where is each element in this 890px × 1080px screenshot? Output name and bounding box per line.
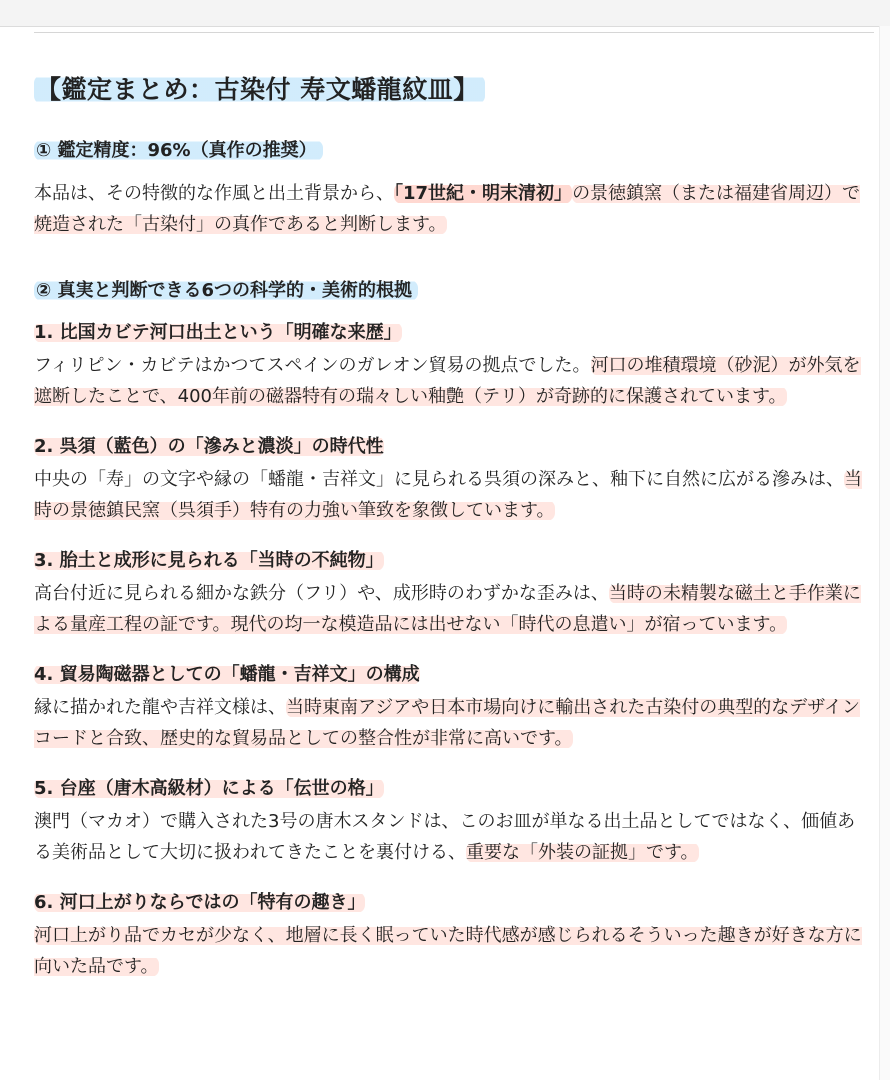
intro-emphasis: 「17世紀・明末清初」 xyxy=(394,183,573,204)
evidence-title-text: 2. 呉須（藍色）の「滲みと濃淡」の時代性 xyxy=(34,436,384,457)
evidence-body-a: 縁に描かれた龍や吉祥文様は、 xyxy=(34,697,286,718)
evidence-item-body xyxy=(34,692,870,754)
evidence-body-a: 高台付近に見られる細かな鉄分（フリ）や、成形時のわずかな歪みは、 xyxy=(34,583,609,604)
evidence-item-title xyxy=(34,660,870,690)
evidence-body-highlight: 河口上がり品でカセが少なく、地層に長く眠っていた時代感が感じられるそういった趣きが好きな方に向いた品です。 xyxy=(34,925,862,977)
evidence-item-body xyxy=(34,350,870,412)
article xyxy=(34,70,870,1002)
evidence-body-highlight: 河口の堆積環境（砂泥）が外気を遮断したことで、400年前の磁器特有の瑞々しい釉艶（テリ）が奇跡的に保護されています。 xyxy=(34,355,861,407)
evidence-item-title xyxy=(34,888,870,918)
evidence-body-highlight: 当時の未精製な磁土と手作業による量産工程の証です。現代の均一な模造品には出せない「時代の息遣い」が宿っています。 xyxy=(34,583,861,635)
intro-text-a: 本品は、その特徴的な作風と出土背景から、 xyxy=(34,183,394,204)
evidence-item-title xyxy=(34,774,870,804)
evidence-title-text: 4. 貿易陶磁器としての「蟠龍・吉祥文」の構成 xyxy=(34,664,420,685)
evidence-item-title xyxy=(34,432,870,462)
section-1-heading xyxy=(34,136,870,162)
evidence-item-2 xyxy=(34,432,870,526)
evidence-body-a: 澳門（マカオ）で購入された3号の唐木スタンドは、このお皿が単なる出土品としてではなく、価値ある美術品として大切に扱われてきたことを裏付ける、 xyxy=(34,811,856,863)
evidence-item-title xyxy=(34,546,870,576)
evidence-body-highlight: 当時の景徳鎮民窯（呉須手）特有の力強い筆致を象徴しています。 xyxy=(34,469,862,521)
evidence-item-title xyxy=(34,318,870,348)
intro-text-b: の景徳鎮窯（または福建省周辺）で焼造された「古染付」の真作であると判断します。 xyxy=(34,183,861,235)
section-1-heading-text: ① 鑑定精度：96%（真作の推奨） xyxy=(34,140,323,161)
page-title xyxy=(34,70,870,106)
evidence-body-a: フィリピン・カビテはかつてスペインのガレオン貿易の拠点でした。 xyxy=(34,355,591,376)
evidence-item-body xyxy=(34,806,870,868)
evidence-item-1 xyxy=(34,318,870,412)
evidence-title-text: 5. 台座（唐木高級材）による「伝世の格」 xyxy=(34,778,384,799)
evidence-body-highlight: 当時東南アジアや日本市場向けに輸出された古染付の典型的なデザインコードと合致、歴史的な貿易品としての整合性が非常に高いです。 xyxy=(34,697,861,749)
evidence-title-text: 1. 比国カビテ河口出土という「明確な来歴」 xyxy=(34,322,402,343)
section-2-heading xyxy=(34,276,870,302)
evidence-item-4 xyxy=(34,660,870,754)
section-2-heading-text: ② 真実と判断できる6つの科学的・美術的根拠 xyxy=(34,280,418,301)
page-title-text: 【鑑定まとめ：古染付 寿文蟠龍紋皿】 xyxy=(34,75,485,104)
evidence-item-5 xyxy=(34,774,870,868)
evidence-body-a: 中央の「寿」の文字や縁の「蟠龍・吉祥文」に見られる呉須の深みと、釉下に自然に広がる滲みは、 xyxy=(34,469,844,490)
evidence-item-body xyxy=(34,920,870,982)
evidence-item-body xyxy=(34,464,870,526)
section-1-paragraph xyxy=(34,178,870,240)
scrollbar[interactable] xyxy=(879,26,890,1080)
browser-top-bar xyxy=(0,0,890,27)
evidence-body-highlight: 重要な「外装の証拠」です。 xyxy=(466,842,699,863)
header-divider xyxy=(34,32,874,33)
evidence-title-text: 3. 胎土と成形に見られる「当時の不純物」 xyxy=(34,550,384,571)
evidence-item-3 xyxy=(34,546,870,640)
evidence-item-6 xyxy=(34,888,870,982)
evidence-title-text: 6. 河口上がりならではの「特有の趣き」 xyxy=(34,892,366,913)
evidence-item-body xyxy=(34,578,870,640)
